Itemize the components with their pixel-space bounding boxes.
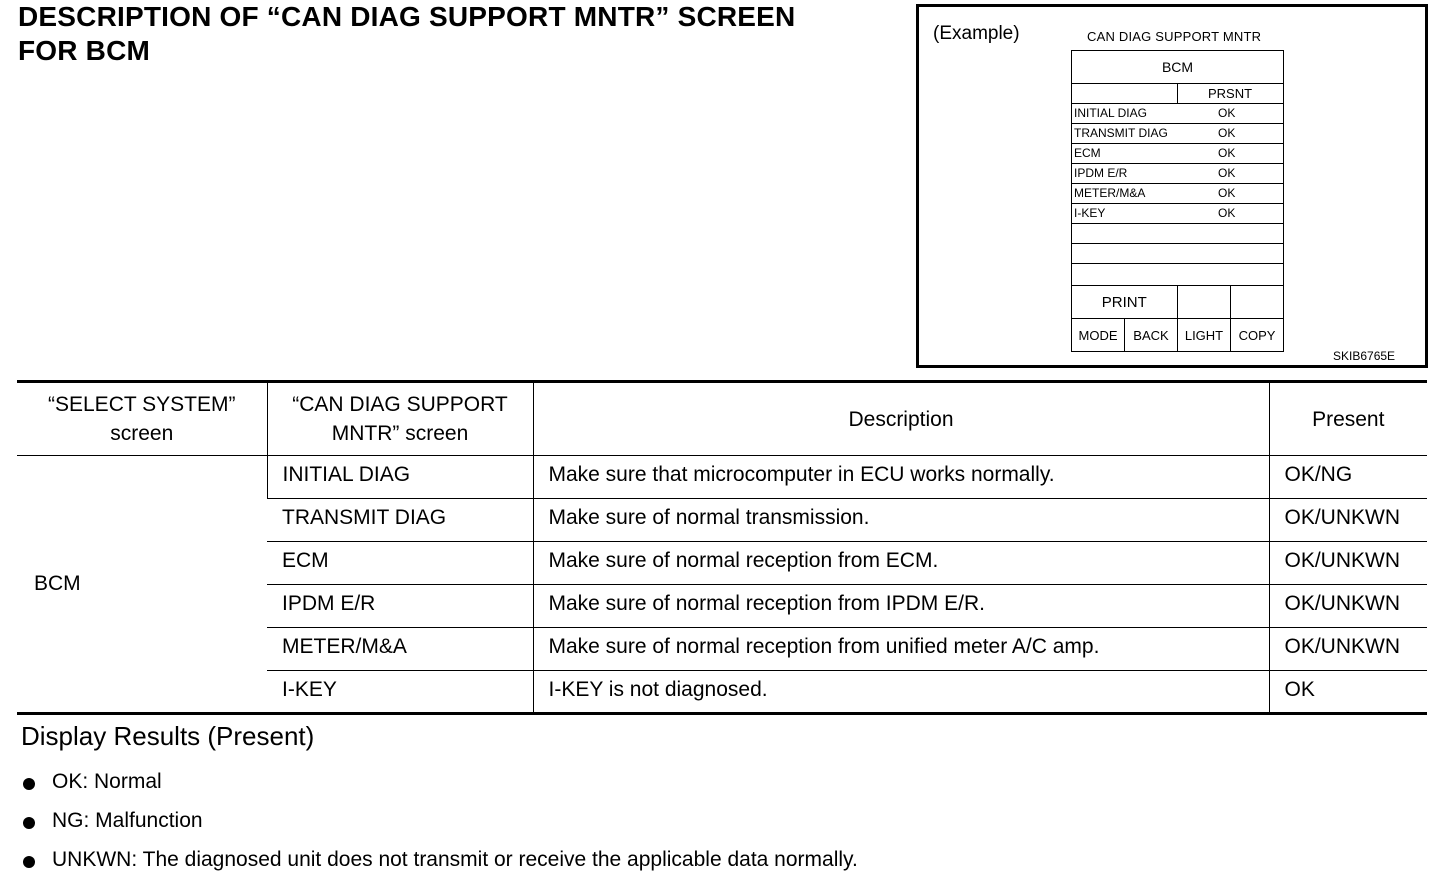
description-cell: Make sure of normal reception from unified meter A/C amp. [533, 628, 1269, 671]
legend-item [20, 844, 858, 883]
figure-code: SKIB6765E [1333, 349, 1396, 363]
present-cell: OK/UNKWN [1269, 585, 1427, 628]
mode-button[interactable]: MODE [1072, 319, 1125, 351]
screen-row-name: TRANSMIT DIAG [1074, 126, 1168, 140]
screen-row-value: OK [1218, 166, 1236, 180]
table-row [17, 456, 1427, 499]
header-present: Present [1269, 382, 1427, 456]
screen-row [1072, 104, 1283, 124]
screen-empty-row [1072, 244, 1283, 264]
screen-row-value: OK [1218, 206, 1236, 220]
item-cell: ECM [267, 542, 533, 585]
screen-row [1072, 184, 1283, 204]
screen-row-value: OK [1218, 146, 1236, 160]
screen-row-value: OK [1218, 126, 1236, 140]
description-cell: Make sure that microcomputer in ECU works normally. [533, 456, 1269, 499]
results-legend [20, 766, 858, 883]
screen-column-header: PRSNT [1208, 86, 1253, 101]
screen-row-value: OK [1218, 186, 1236, 200]
screen-button-row-2 [1072, 319, 1283, 351]
legend-item [20, 766, 858, 805]
item-cell: INITIAL DIAG [267, 456, 533, 499]
screen-row-name: ECM [1074, 146, 1101, 160]
screen-column-header-row [1072, 84, 1283, 104]
screen-row-name: IPDM E/R [1074, 166, 1128, 180]
page-title-line-2: FOR BCM [18, 35, 151, 66]
figure-label: (Example) [933, 23, 1020, 44]
item-cell: IPDM E/R [267, 585, 533, 628]
legend-item [20, 805, 858, 844]
description-cell: Make sure of normal reception from ECM. [533, 542, 1269, 585]
bullet-icon [23, 817, 35, 829]
consult-screen [1071, 50, 1284, 352]
present-cell: OK/UNKWN [1269, 499, 1427, 542]
present-cell: OK [1269, 671, 1427, 714]
back-button[interactable]: BACK [1125, 319, 1178, 351]
can-diag-table [17, 380, 1427, 715]
blank-button [1231, 286, 1283, 318]
system-cell: BCM [17, 456, 267, 714]
legend-item-text: UNKWN: The diagnosed unit does not transmit or receive the applicable data normally. [52, 848, 858, 871]
bullet-icon [23, 856, 35, 868]
legend-item-text: OK: Normal [52, 770, 162, 793]
screen-row [1072, 164, 1283, 184]
screen-row [1072, 204, 1283, 224]
description-cell: I-KEY is not diagnosed. [533, 671, 1269, 714]
screen-row-value: OK [1218, 106, 1236, 120]
page-title [18, 0, 908, 68]
screen-row-name: INITIAL DIAG [1074, 106, 1147, 120]
screen-header: BCM [1072, 51, 1283, 84]
screen-column-divider [1177, 84, 1178, 103]
item-cell: METER/M&A [267, 628, 533, 671]
screen-row [1072, 124, 1283, 144]
figure-screen-title: CAN DIAG SUPPORT MNTR [1087, 29, 1262, 44]
header-can-diag [267, 382, 533, 456]
screen-button-row-1 [1072, 285, 1283, 319]
screen-empty-row [1072, 224, 1283, 244]
copy-button[interactable]: COPY [1238, 327, 1276, 343]
header-description: Description [533, 382, 1269, 456]
item-cell: I-KEY [267, 671, 533, 714]
light-button[interactable]: LIGHT [1178, 319, 1231, 351]
example-figure [916, 4, 1428, 368]
print-button[interactable]: PRINT [1072, 286, 1178, 318]
screen-row [1072, 144, 1283, 164]
table-header-row [17, 382, 1427, 456]
bullet-icon [23, 778, 35, 790]
blank-button [1178, 286, 1231, 318]
results-title: Display Results (Present) [21, 721, 315, 751]
present-cell: OK/NG [1269, 456, 1427, 499]
header-select-system-text: “SELECT SYSTEM” screen [48, 393, 236, 445]
header-can-diag-text: “CAN DIAG SUPPORT MNTR” screen [292, 393, 508, 445]
header-select-system [17, 382, 267, 456]
screen-row-name: I-KEY [1074, 206, 1106, 220]
legend-item-text: NG: Malfunction [52, 809, 203, 832]
screen-row-name: METER/M&A [1074, 186, 1146, 200]
item-cell: TRANSMIT DIAG [267, 499, 533, 542]
page-title-line-1: DESCRIPTION OF “CAN DIAG SUPPORT MNTR” SCREEN [18, 1, 796, 32]
present-cell: OK/UNKWN [1269, 542, 1427, 585]
description-cell: Make sure of normal reception from IPDM E/R. [533, 585, 1269, 628]
description-cell: Make sure of normal transmission. [533, 499, 1269, 542]
present-cell: OK/UNKWN [1269, 628, 1427, 671]
